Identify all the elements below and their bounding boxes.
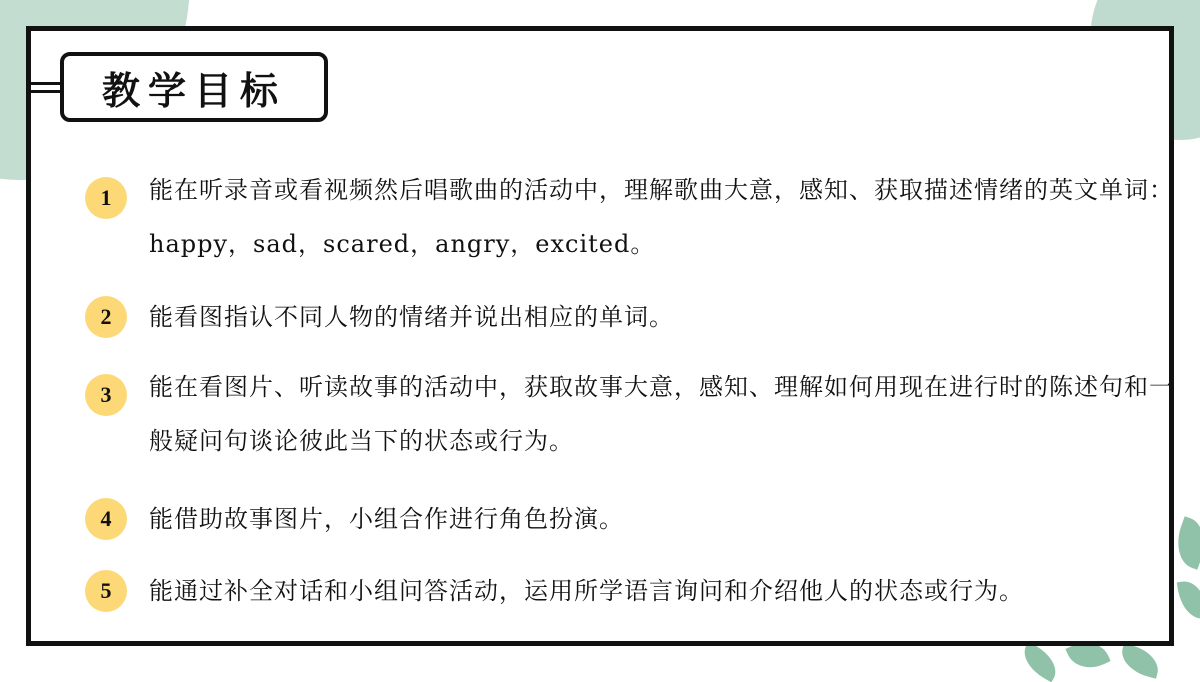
objective-text: 能借助故事图片，小组合作进行角色扮演。 [149,505,624,533]
page-title: 教学目标 [60,52,328,122]
number-badge: 5 [85,570,127,612]
number-badge: 1 [85,177,127,219]
number-badge: 4 [85,498,127,540]
number-badge: 2 [85,296,127,338]
objective-text: 能在看图片、听读故事的活动中，获取故事大意，感知、理解如何用现在进行时的陈述句和一般疑问句谈论彼此当下的状态或行为。 [149,373,1174,455]
number-badge: 3 [85,374,127,416]
objective-text: 能看图指认不同人物的情绪并说出相应的单词。 [149,303,674,331]
title-decoration-lines [26,82,62,96]
objective-text: 能在听录音或看视频然后唱歌曲的活动中，理解歌曲大意，感知、获取描述情绪的英文单词：happy，sad，scared，angry，excited。 [149,176,1174,258]
objective-text: 能通过补全对话和小组问答活动，运用所学语言询问和介绍他人的状态或行为。 [149,577,1024,605]
